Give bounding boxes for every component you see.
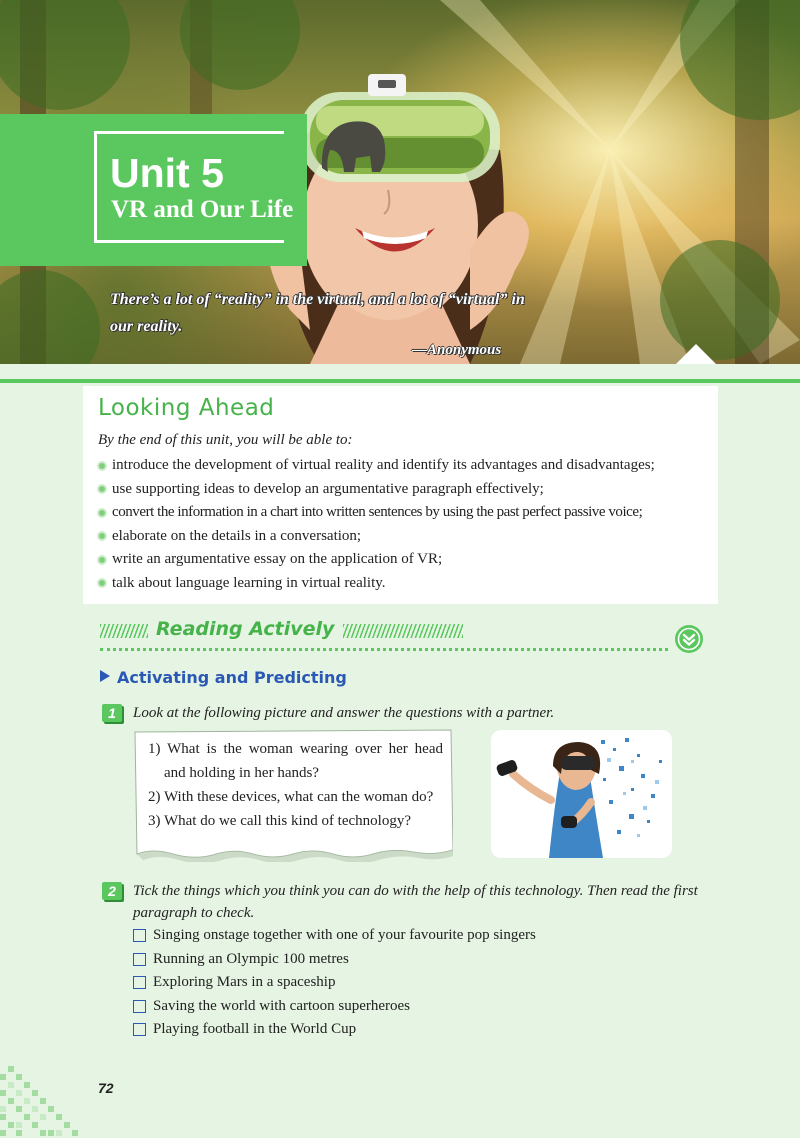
exercise-1-badge: 1: [102, 704, 122, 722]
objective-item: convert the information in a chart into written sentences by using the past perfect passive voice;: [97, 501, 712, 525]
checklist-item[interactable]: Playing football in the World Cup: [133, 1018, 536, 1042]
dotted-divider: [100, 648, 668, 651]
question-item: 2) With these devices, what can the woman do?: [148, 789, 434, 805]
looking-ahead-intro: By the end of this unit, you will be able to:: [98, 432, 353, 448]
looking-ahead-title: Looking Ahead: [98, 395, 275, 421]
bullet-icon: [97, 461, 107, 471]
hero-banner: [0, 0, 800, 364]
objectives-list: [97, 454, 712, 595]
double-chevron-down-icon[interactable]: [674, 624, 704, 654]
objective-item: elaborate on the details in a conversation;: [97, 525, 712, 549]
checklist-item[interactable]: Saving the world with cartoon superheroes: [133, 995, 536, 1019]
vr-user-illustration: [491, 730, 672, 858]
checkbox[interactable]: [133, 1000, 146, 1013]
reading-actively-header: [100, 618, 710, 648]
triangle-right-icon: [100, 670, 110, 682]
bullet-icon: [97, 531, 107, 541]
question-list: [148, 737, 443, 833]
hatch-decoration-left: [100, 624, 148, 638]
unit-title: VR and Our Life: [111, 196, 294, 223]
objective-item: write an argumentative essay on the application of VR;: [97, 548, 712, 572]
checklist-item[interactable]: Running an Olympic 100 metres: [133, 948, 536, 972]
checklist: [133, 924, 536, 1042]
checklist-item[interactable]: Exploring Mars in a spaceship: [133, 971, 536, 995]
section-divider: [0, 379, 800, 383]
pixel-pattern-decoration: [0, 1064, 100, 1138]
bullet-icon: [97, 484, 107, 494]
objective-item: use supporting ideas to develop an argumentative paragraph effectively;: [97, 478, 712, 502]
bullet-icon: [97, 508, 107, 518]
hero-notch: [676, 344, 716, 364]
checkbox[interactable]: [133, 1023, 146, 1036]
objective-item: talk about language learning in virtual reality.: [97, 572, 712, 596]
vr-user-photo: [491, 730, 672, 858]
checklist-item[interactable]: Singing onstage together with one of your favourite pop singers: [133, 924, 536, 948]
bullet-icon: [97, 578, 107, 588]
epigraph-author: —Anonymous: [412, 342, 502, 358]
hatch-decoration-right: [343, 624, 463, 638]
question-item: 3) What do we call this kind of technology?: [148, 813, 411, 829]
epigraph-quote: There’s a lot of “reality” in the virtual, and a lot of “virtual” in our reality.: [110, 291, 525, 335]
exercise-2-badge: 2: [102, 882, 122, 900]
page-number: 72: [98, 1080, 114, 1096]
checkbox[interactable]: [133, 953, 146, 966]
unit-number: Unit 5: [110, 150, 224, 196]
reading-actively-title: Reading Actively: [156, 618, 335, 640]
objective-item: introduce the development of virtual reality and identify its advantages and disadvantages;: [97, 454, 712, 478]
question-item: 1) What is the woman wearing over her head and holding in her hands?: [148, 741, 443, 781]
checkbox[interactable]: [133, 929, 146, 942]
exercise-1-instruction: Look at the following picture and answer the questions with a partner.: [133, 705, 555, 721]
bullet-icon: [97, 555, 107, 565]
exercise-2-instruction: Tick the things which you think you can do with the help of this technology. Then read the first paragraph to check.: [133, 883, 698, 921]
checkbox[interactable]: [133, 976, 146, 989]
activating-predicting-heading: Activating and Predicting: [100, 668, 347, 687]
